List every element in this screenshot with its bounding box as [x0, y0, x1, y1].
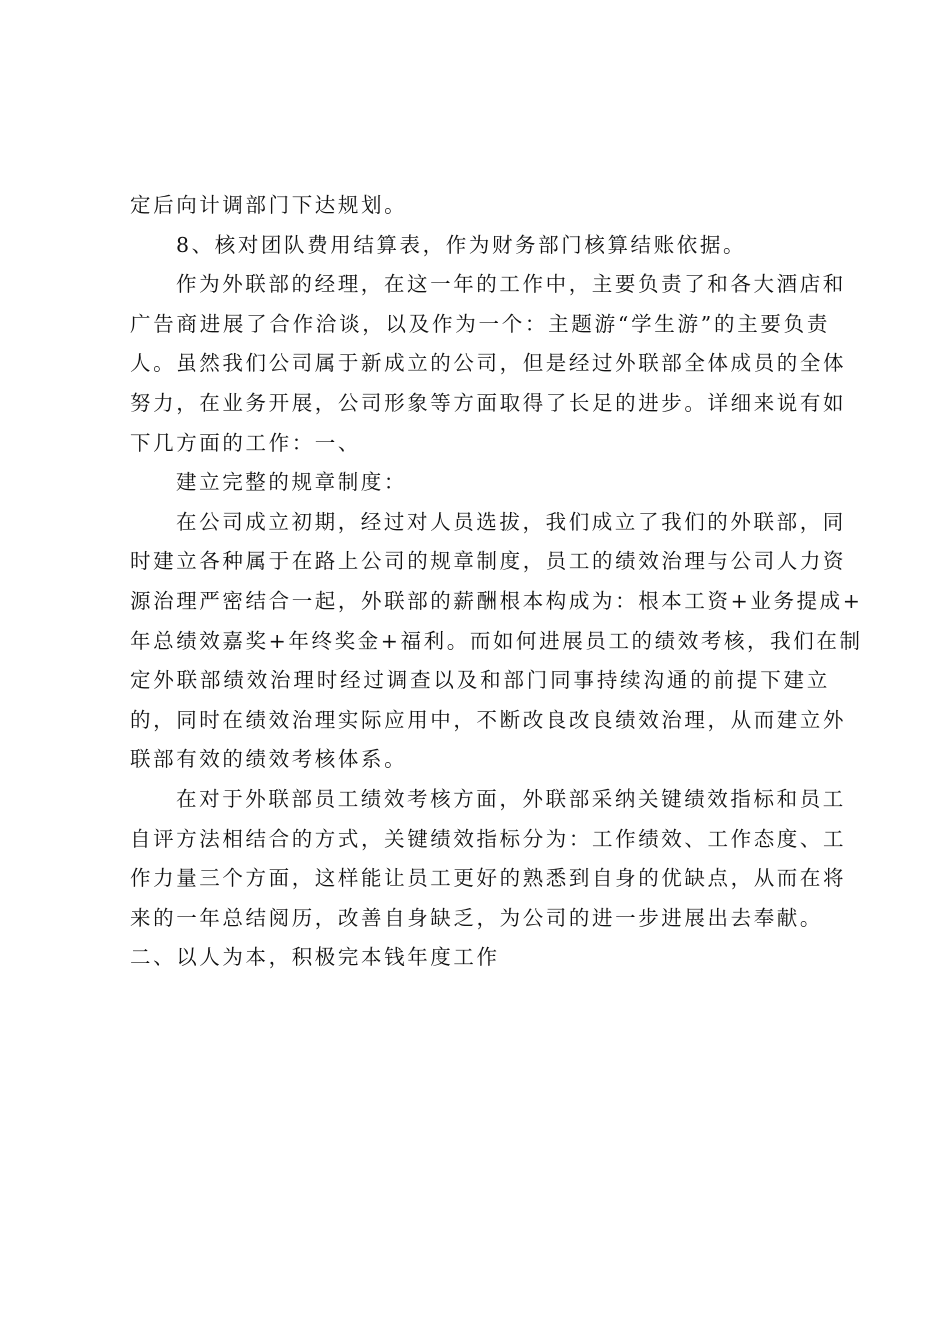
section-heading: 二、以人为本，积极完本钱年度工作: [130, 945, 500, 970]
text-line: 时建立各种属于在路上公司的规章制度，员工的绩效治理与公司人力资: [130, 549, 847, 574]
text-line: 定后向计调部门下达规划。: [130, 193, 408, 217]
text-line: 努力，在业务开展，公司形象等方面取得了长足的进步。详细来说有如: [130, 390, 847, 415]
paragraph-3: [130, 265, 847, 463]
paragraph-5: [130, 503, 863, 780]
text-line: 来的一年总结阅历，改善自身缺乏，为公司的进一步进展出去奉献。: [130, 905, 823, 930]
document-body: [130, 186, 863, 978]
text-line: 8、核对团队费用结算表，作为财务部门核算结账依据。: [176, 232, 747, 257]
text-line: 的，同时在绩效治理实际应用中，不断改良改良绩效治理，从而建立外: [130, 707, 847, 732]
text-line: 作为外联部的经理，在这一年的工作中，主要负责了和各大酒店和: [176, 272, 846, 297]
paragraph-4: [130, 463, 830, 503]
text-line: 年总绩效嘉奖+年终奖金+福利。而如何进展员工的绩效考核，我们在制: [130, 628, 863, 653]
section-heading: 建立完整的规章制度：: [176, 470, 407, 495]
text-line: 下几方面的工作：一、: [130, 430, 361, 455]
paragraph-2: [130, 226, 830, 266]
text-line: 在公司成立初期，经过对人员选拔，我们成立了我们的外联部，同: [176, 509, 846, 534]
text-line: 定外联部绩效治理时经过调查以及和部门同事持续沟通的前提下建立: [130, 668, 830, 693]
text-line: 人。虽然我们公司属于新成立的公司，但是经过外联部全体成员的全体: [130, 351, 847, 376]
text-line: 联部有效的绩效考核体系。: [130, 747, 408, 772]
text-line: 广告商进展了合作洽谈，以及作为一个：主题游“学生游”的主要负责: [130, 311, 830, 336]
paragraph-7: [130, 938, 830, 978]
text-line: 自评方法相结合的方式，关键绩效指标分为：工作绩效、工作态度、工: [130, 826, 847, 851]
text-line: 源治理严密结合一起，外联部的薪酬根本构成为：根本工资+业务提成+: [130, 588, 863, 613]
text-line: 在对于外联部员工绩效考核方面，外联部采纳关键绩效指标和员工: [176, 786, 846, 811]
text-line: 作力量三个方面，这样能让员工更好的熟悉到自身的优缺点，从而在将: [130, 866, 847, 891]
paragraph-6: [130, 780, 847, 938]
paragraph-1: [130, 186, 830, 226]
